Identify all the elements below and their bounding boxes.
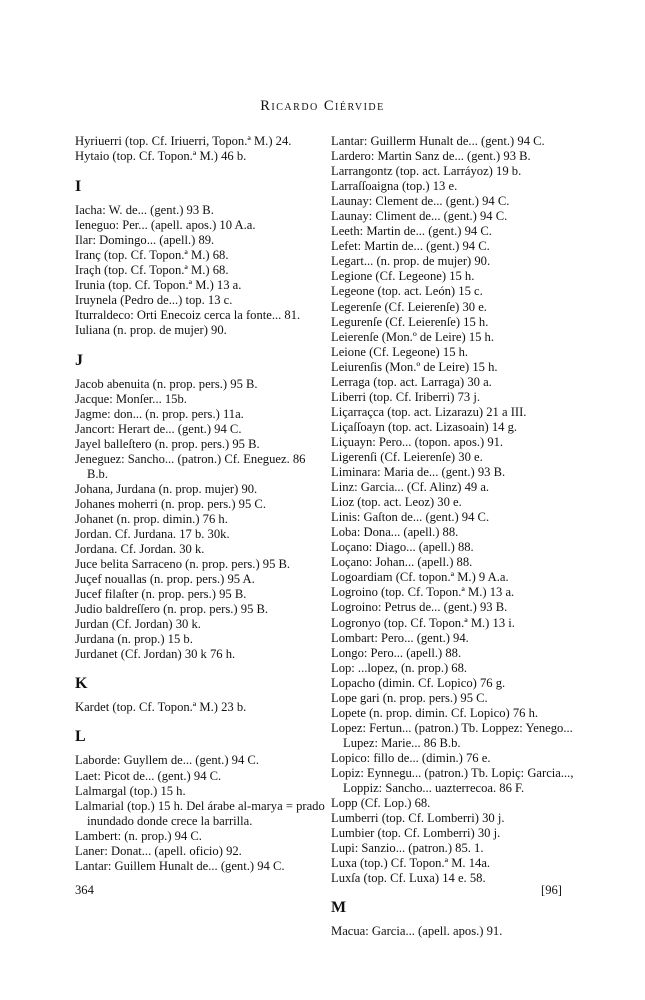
index-entry: Liçuayn: Pero... (topon. apos.) 91. (331, 434, 504, 449)
index-entry: Laborde: Guyllem de... (gent.) 94 C. (75, 753, 259, 768)
index-entry: Kardet (top. Cf. Topon.ª M.) 23 b. (75, 700, 247, 715)
entry-group-top (75, 134, 327, 164)
index-entry: Lumbier (top. Cf. Lomberri) 30 j. (331, 826, 501, 841)
index-entry: Lalmarial (top.) 15 h. Del árabe al-marya = prado inundado donde crece la barrilla. (75, 798, 325, 828)
index-entry: Legerenſe (Cf. Leierenſe) 30 e. (331, 299, 487, 314)
index-entry: Laet: Picot de... (gent.) 94 C. (75, 768, 222, 783)
index-entry: Iruynela (Pedro de...) top. 13 c. (75, 293, 233, 308)
index-entry: Iraçh (top. Cf. Topon.ª M.) 68. (75, 263, 229, 278)
index-entry: Jurdanet (Cf. Jordan) 30 k 76 h. (75, 647, 236, 662)
index-entry: Lerraga (top. act. Larraga) 30 a. (331, 374, 492, 389)
index-entry: Leeth: Martin de... (gent.) 94 C. (331, 224, 492, 239)
index-entry: Lopp (Cf. Lop.) 68. (331, 796, 431, 811)
index-entry: Logroino (top. Cf. Topon.ª M.) 13 a. (331, 585, 515, 600)
index-entry: Jordana. Cf. Jordan. 30 k. (75, 542, 205, 557)
index-entry: Jurdan (Cf. Jordan) 30 k. (75, 617, 201, 632)
index-entry: Legurenſe (Cf. Leierenſe) 15 h. (331, 314, 489, 329)
section-letter-k: K (75, 675, 88, 693)
left-column (75, 134, 327, 874)
index-entry: Johanet (n. prop. dimin.) 76 h. (75, 511, 228, 526)
index-entry: Macua: Garcia... (apell. apos.) 91. (331, 924, 503, 939)
index-entry: Larrangontz (top. act. Larráyoz) 19 b. (331, 164, 522, 179)
index-entry: Juçef nouallas (n. prop. pers.) 95 A. (75, 572, 255, 587)
index-entry: Laner: Donat... (apell. oficio) 92. (75, 843, 242, 858)
index-entry: Hytaio (top. Cf. Topon.ª M.) 46 b. (75, 149, 247, 164)
index-entry: Juce belita Sarraceno (n. prop. pers.) 95 B. (75, 557, 291, 572)
index-entry: Loçano: Diago... (apell.) 88. (331, 540, 474, 555)
index-entry: Loba: Dona... (apell.) 88. (331, 525, 459, 540)
index-entry: Launay: Clement de... (gent.) 94 C. (331, 194, 510, 209)
index-entry: Johanes moherri (n. prop. pers.) 95 C. (75, 496, 266, 511)
index-entry: Jurdana (n. prop.) 15 b. (75, 632, 193, 647)
index-entry: Lopete (n. prop. dimin. Cf. Lopico) 76 h. (331, 705, 539, 720)
index-entry: Lalmargal (top.) 15 h. (75, 783, 186, 798)
index-entry: Lope gari (n. prop. pers.) 95 C. (331, 690, 488, 705)
right-column (331, 134, 583, 939)
index-entry: Luxſa (top. Cf. Luxa) 14 e. 58. (331, 871, 486, 886)
index-entry: Lopacho (dimin. Cf. Lopico) 76 g. (331, 675, 506, 690)
entry-group-j (75, 377, 327, 663)
index-entry: Liçaſſoayn (top. act. Lizasoain) 14 g. (331, 419, 518, 434)
index-entry: Iuliana (n. prop. de mujer) 90. (75, 323, 227, 338)
section-letter-l: L (75, 728, 86, 746)
index-entry: Lombart: Pero... (gent.) 94. (331, 630, 469, 645)
index-entry: Ligerenſi (Cf. Leierenſe) 30 e. (331, 449, 483, 464)
index-entry: Logoardiam (Cf. topon.ª M.) 9 A.a. (331, 570, 509, 585)
index-entry: Liberri (top. Cf. Iriberri) 73 j. (331, 389, 480, 404)
entry-group-k (75, 700, 327, 715)
index-entry: Iacha: W. de... (gent.) 93 B. (75, 203, 214, 218)
index-entry: Legeone (top. act. León) 15 c. (331, 284, 483, 299)
index-entry: Judio baldreſſero (n. prop. pers.) 95 B. (75, 602, 269, 617)
index-entry: Larraſſoaigna (top.) 13 e. (331, 179, 458, 194)
section-letter-i: I (75, 178, 82, 196)
index-entry: Leierenſe (Mon.º de Leire) 15 h. (331, 329, 495, 344)
index-entry: Linis: Gaſton de... (gent.) 94 C. (331, 510, 490, 525)
index-entry: Legart... (n. prop. de mujer) 90. (331, 254, 491, 269)
index-entry: Launay: Climent de... (gent.) 94 C. (331, 209, 508, 224)
index-entry: Legione (Cf. Legeone) 15 h. (331, 269, 475, 284)
index-entry: Iranç (top. Cf. Topon.ª M.) 68. (75, 248, 229, 263)
entry-group-m (331, 924, 583, 939)
index-entry: Lopez: Fertun... (patron.) Tb. Loppez: Yenego... Lupez: Marie... 86 B.b. (331, 720, 573, 750)
index-entry: Logroino: Petrus de... (gent.) 93 B. (331, 600, 508, 615)
index-entry: Lupi: Sanzio... (patron.) 85. 1. (331, 841, 484, 856)
index-entry: Lardero: Martin Sanz de... (gent.) 93 B. (331, 149, 531, 164)
index-entry: Luxa (top.) Cf. Topon.ª M. 14a. (331, 856, 491, 871)
index-entry: Logronyo (top. Cf. Topon.ª M.) 13 i. (331, 615, 515, 630)
section-letter-m: M (331, 899, 347, 917)
index-entry: Lumberri (top. Cf. Lomberri) 30 j. (331, 811, 505, 826)
index-entry: Lioz (top. act. Leoz) 30 e. (331, 495, 462, 510)
entry-group-i (75, 203, 327, 338)
index-entry: Ilar: Domingo... (apell.) 89. (75, 233, 215, 248)
index-entry: Johana, Jurdana (n. prop. mujer) 90. (75, 481, 258, 496)
section-letter-j: J (75, 351, 83, 369)
index-entry: Irunia (top. Cf. Topon.ª M.) 13 a. (75, 278, 242, 293)
index-entry: Ieneguo: Per... (apell. apos.) 10 A.a. (75, 218, 256, 233)
index-entry: Jacob abenuita (n. prop. pers.) 95 B. (75, 376, 258, 391)
entry-group-l-cont (331, 134, 583, 886)
index-entry: Leiurenſis (Mon.º de Leire) 15 h. (331, 359, 498, 374)
running-header: Ricardo Ciérvide (260, 98, 385, 114)
index-entry: Jucef filaſter (n. prop. pers.) 95 B. (75, 587, 247, 602)
index-entry: Jancort: Herart de... (gent.) 94 C. (75, 421, 242, 436)
index-entry: Longo: Pero... (apell.) 88. (331, 645, 462, 660)
index-entry: Loçano: Johan... (apell.) 88. (331, 555, 473, 570)
index-entry: Lambert: (n. prop.) 94 C. (75, 828, 202, 843)
entry-group-l (75, 753, 327, 873)
index-entry: Leione (Cf. Legeone) 15 h. (331, 344, 469, 359)
bracket-page-number: [96] (541, 883, 562, 897)
index-entry: Lefet: Martin de... (gent.) 94 C. (331, 239, 490, 254)
index-entry: Liçarraçca (top. act. Lizarazu) 21 a III. (331, 404, 527, 419)
index-entry: Jeneguez: Sancho... (patron.) Cf. Eneguez. 86 B.b. (75, 451, 306, 481)
index-entry: Linz: Garcia... (Cf. Alinz) 49 a. (331, 480, 490, 495)
index-entry: Lantar: Guillerm Hunalt de... (gent.) 94 C. (331, 134, 545, 148)
index-entry: Jayel balleſtero (n. prop. pers.) 95 B. (75, 436, 260, 451)
index-entry: Jordan. Cf. Jurdana. 17 b. 30k. (75, 526, 230, 541)
index-entry: Lopico: fillo de... (dimin.) 76 e. (331, 750, 491, 765)
index-entry: Iturraldeco: Orti Enecoiz cerca la fonte... 81. (75, 308, 301, 323)
index-entry: Lantar: Guillem Hunalt de... (gent.) 94 C. (75, 858, 285, 873)
index-entry: Jacque: Monſer... 15b. (75, 391, 187, 406)
index-entry: Lopiz: Eynnegu... (patron.) Tb. Lopiç: Garcia..., Loppiz: Sancho... uazterrecoa. 86 F. (331, 765, 574, 796)
page-number: 364 (75, 883, 94, 897)
index-entry: Liminara: Maria de... (gent.) 93 B. (331, 465, 506, 480)
index-entry: Hyriuerri (top. Cf. Iriuerri, Topon.ª M.) 24. (75, 134, 292, 148)
index-entry: Jagme: don... (n. prop. pers.) 11a. (75, 406, 244, 421)
index-entry: Lop: ...lopez, (n. prop.) 68. (331, 660, 468, 675)
